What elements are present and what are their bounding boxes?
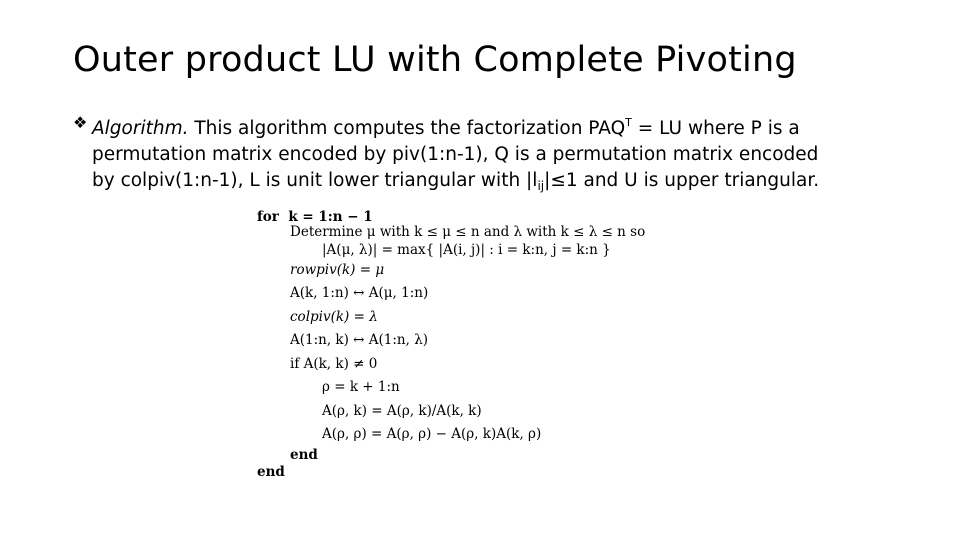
algo-line-determine: Determine μ with k ≤ μ ≤ n and λ with k ≤ λ ≤ n so xyxy=(290,223,646,240)
subscript-ij: ij xyxy=(537,179,545,193)
slide-title: Outer product LU with Complete Pivoting xyxy=(73,40,797,80)
diamond-bullet-icon: ❖ xyxy=(73,113,88,132)
algo-line-update: A(ρ, ρ) = A(ρ, ρ) − A(ρ, k)A(k, ρ) xyxy=(322,426,542,442)
superscript-t: T xyxy=(625,116,632,129)
algorithm-pseudocode xyxy=(257,206,645,481)
algo-line-row-swap: A(k, 1:n) ↔ A(μ, 1:n) xyxy=(290,285,429,301)
algo-line-colpiv: colpiv(k) = λ xyxy=(290,308,378,325)
algo-line-end-for: end xyxy=(257,463,285,480)
algo-line-col-swap: A(1:n, k) ↔ A(1:n, λ) xyxy=(290,332,429,348)
description-text-2: = LU where P is a permutation matrix encoded by piv(1:n-1), Q is a permutation matrix encoded by colpiv(1:n-1), L is unit lower triangular with |l xyxy=(92,118,819,191)
algo-line-max: |A(μ, λ)| = max{ |A(i, j)| : i = k:n, j = k:n } xyxy=(322,241,611,258)
description-text-1: This algorithm computes the factorization PAQ xyxy=(188,118,626,139)
description-text-3: |≤1 and U is upper triangular. xyxy=(544,170,820,191)
algo-line-rowpiv: rowpiv(k) = μ xyxy=(290,261,385,278)
algo-line-if: if A(k, k) ≠ 0 xyxy=(290,355,378,372)
algo-line-for: for k = 1:n − 1 xyxy=(257,209,373,225)
algo-line-rho: ρ = k + 1:n xyxy=(322,379,400,395)
algorithm-lead: Algorithm. xyxy=(92,118,189,139)
description-paragraph xyxy=(92,110,833,199)
algo-line-end-if: end xyxy=(290,446,318,463)
algorithm-description xyxy=(73,110,833,199)
algo-line-scale: A(ρ, k) = A(ρ, k)/A(k, k) xyxy=(322,402,482,419)
